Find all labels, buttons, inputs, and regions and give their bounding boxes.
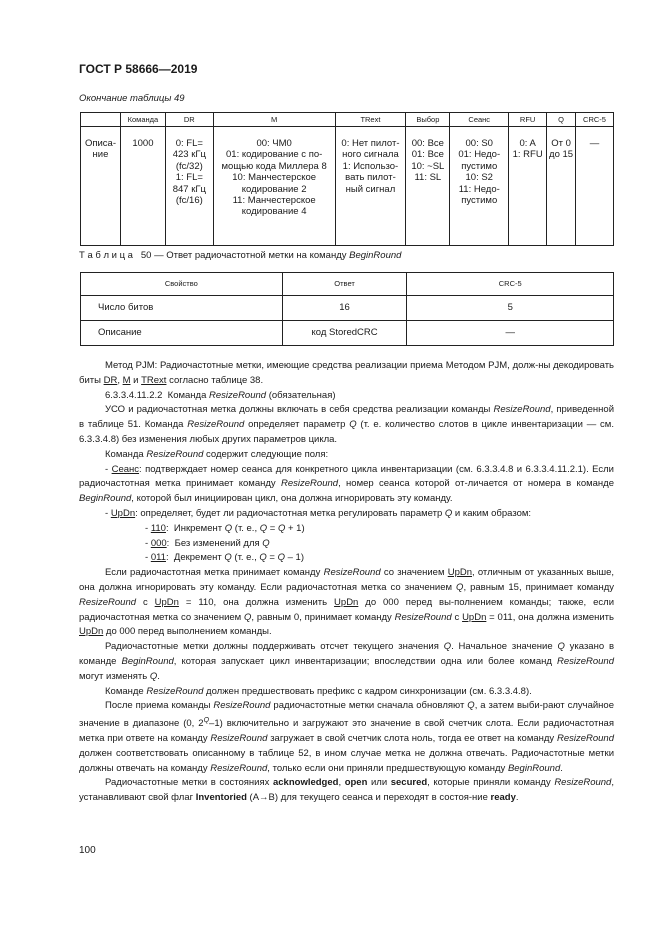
text-run: : определяет, будет ли радиочастотная метка регулировать параметр	[135, 507, 445, 519]
text-run: радиочастотные метки сначала обновляют	[270, 700, 468, 712]
text-run: ,	[338, 777, 345, 789]
text-run: Q	[203, 717, 210, 725]
list-item	[79, 551, 614, 566]
cell-line: 0: FL=	[175, 138, 203, 149]
table-50	[80, 272, 614, 346]
text-run: После приема команды	[105, 700, 214, 712]
caption-text: Т а б л и ц а 50 — Ответ радиочастотной метки на команду	[79, 250, 350, 261]
table49-header-cell: Сеанс	[450, 113, 509, 127]
cell-line: 0: A	[519, 138, 536, 149]
text-run: , которая запускает цикл инвентаризации; впоследствии одна или более команд	[173, 655, 557, 667]
text-run: ResizeRound	[209, 389, 267, 401]
page-number: 100	[79, 845, 96, 856]
text-run: 6.3.3.4.11.2.2 Команда	[105, 389, 210, 401]
table49-header-row	[81, 113, 614, 127]
table-cell: Число битов	[81, 296, 283, 321]
cell-line: кодирование 4	[241, 206, 307, 218]
text-run: (A→B) для текущего сеанса и переходят в состоя-ние	[246, 792, 491, 804]
cell-line: ный сигнал	[345, 183, 396, 195]
text-run: , устанавливают свой флаг	[79, 777, 614, 804]
text-run: Команда	[105, 448, 147, 460]
table-cell: код StoredCRC	[282, 321, 407, 346]
text-run: : Инкремент	[165, 522, 225, 534]
text-run: =	[267, 522, 278, 534]
text-run: Команде	[105, 685, 147, 697]
cell-line: 423 кГц	[172, 149, 206, 161]
text-run: DR	[103, 374, 118, 386]
text-run: Q	[149, 670, 158, 682]
cell-line: 1: RFU	[512, 149, 543, 161]
text-run: загружает в свой счетчик слота ноль, тогда ее ответ на команду	[267, 733, 557, 745]
text-run: ResizeRound	[213, 700, 271, 712]
text-run: –1) включительно и загружают это значение в свой счетчик слота. Если радиочастотная метка при ответе на команду	[79, 718, 614, 745]
table49-data-row	[81, 127, 614, 246]
cell-line: От 0	[551, 138, 571, 149]
text-run: : подтверждает номер сеанса для конкретного цикла инвентаризации (см. 6.3.3.4.8 и 6.3.3.4.11.2.1). Если радиочастотная метка принимает команду	[79, 463, 614, 490]
cell-line: 01: Все	[411, 149, 444, 161]
text-run: , а затем выби-рают случайное значение в диапазоне (0, 2	[79, 700, 614, 730]
list-item	[79, 537, 614, 552]
text-run: ResizeRound	[323, 567, 381, 579]
text-run: -	[145, 522, 151, 534]
cell-line: —	[589, 138, 600, 149]
text-run: определяет параметр	[244, 419, 350, 431]
text-run: UpDn	[334, 596, 359, 608]
text-run: , которой был инициирован цикл, она должна игнорировать эту команду.	[131, 493, 453, 505]
table49-header-cell: Q	[547, 113, 576, 127]
text-run: secured	[390, 777, 428, 789]
text-run: , приведенной в таблице 51. Команда	[79, 404, 615, 431]
text-run: могут изменять	[79, 670, 150, 682]
text-run: , которые приняли команду	[427, 777, 555, 789]
cell-line: 10: Манчестерское	[232, 172, 317, 184]
text-run: 110	[150, 522, 166, 534]
text-run: , только если они приняли предшествующую команду	[267, 762, 508, 774]
table50-header-cell: Свойство	[81, 273, 283, 296]
table50-header-row	[81, 273, 614, 296]
text-run: .	[560, 762, 563, 774]
table-49	[80, 112, 614, 246]
table-cell: 5	[407, 296, 614, 321]
table-cell: Описание	[81, 321, 283, 346]
text-run: Q	[443, 641, 452, 653]
cell-line: (fc/16)	[175, 195, 203, 207]
text-run: – 1)	[284, 552, 304, 564]
table49-cell-command	[120, 127, 165, 246]
text-run: Q	[456, 581, 464, 593]
text-run: ResizeRound	[556, 655, 615, 667]
cell-line: 1000	[132, 138, 154, 149]
text-run: ready	[490, 792, 516, 804]
text-run: согласно таблице 38.	[166, 374, 264, 386]
table49-header-cell	[81, 113, 121, 127]
text-run: UpDn	[462, 611, 487, 623]
table49-cell-session	[450, 127, 509, 246]
text-run: : Декремент	[165, 552, 225, 564]
text-run: BeginRound	[79, 493, 132, 505]
body-text	[79, 359, 614, 806]
cell-line: (fc/32)	[175, 160, 203, 172]
table-cell: —	[407, 321, 614, 346]
text-run: =	[266, 552, 278, 564]
table49-cell-select	[406, 127, 450, 246]
text-run: Q	[244, 611, 252, 623]
cell-line: пустимо	[461, 195, 498, 207]
text-run: + 1)	[285, 522, 305, 534]
cell-line: 1: FL=	[175, 172, 203, 184]
text-run: должен предшествовать префикс с кадром синхронизации (см. 6.3.3.4.8).	[203, 685, 532, 697]
table-cell: 16	[282, 296, 407, 321]
text-run: .	[157, 670, 160, 682]
text-run: UpDn	[79, 626, 104, 638]
text-run: ResizeRound	[210, 762, 268, 774]
text-run: Радиочастотные метки должны поддерживать отсчет текущего значения	[105, 641, 444, 653]
table49-cell-trext	[335, 127, 406, 246]
text-run: со значением	[380, 567, 448, 579]
table49-cell-crc5	[576, 127, 614, 246]
text-run: ResizeRound	[281, 478, 339, 490]
paragraph	[79, 448, 614, 463]
document-header: ГОСТ Р 58666—2019	[79, 62, 198, 76]
text-run: ResizeRound	[79, 596, 137, 608]
cell-line: ного сигнала	[342, 149, 399, 161]
section-heading	[79, 389, 614, 404]
cell-line: до 15	[549, 149, 574, 161]
text-run: Q	[277, 522, 286, 534]
text-run: ResizeRound	[554, 777, 612, 789]
text-run: ResizeRound	[146, 685, 204, 697]
text-run: UpDn	[110, 507, 136, 519]
paragraph	[79, 699, 614, 776]
table49-header-cell: CRC-5	[576, 113, 614, 127]
text-run: должен соответствовать описанному в таблице 52, в ином случае метка не должна отвечать. Радиочастотные метки должны отвечать на команду	[79, 747, 614, 774]
paragraph	[79, 776, 614, 806]
cell-line: ние	[92, 149, 109, 161]
table50-caption	[79, 250, 401, 261]
cell-line: 11: SL	[414, 172, 442, 184]
cell-line: 10: ~SL	[411, 160, 445, 172]
cell-line: пустимо	[461, 160, 498, 172]
text-run: UpDn	[447, 567, 472, 579]
text-run: : Без изменений для	[166, 537, 263, 549]
table49-cell-rfu	[509, 127, 547, 246]
paragraph	[79, 566, 614, 640]
paragraph	[79, 685, 614, 700]
table49-cell-dr	[165, 127, 213, 246]
text-run: Q	[444, 507, 453, 519]
text-run: acknowledged	[272, 777, 339, 789]
table49-header-cell: TRext	[335, 113, 406, 127]
text-run: указано в команде	[79, 641, 614, 667]
table49-header-cell: M	[213, 113, 335, 127]
cell-line: 0: Нет пилот-	[341, 138, 400, 149]
table50-header-cell: CRC-5	[407, 273, 614, 296]
text-run: (т. е.,	[232, 522, 260, 534]
text-run: , равным 15, принимает команду	[463, 581, 614, 593]
text-run: (т. е. количество слотов в цикле инвентаризации — см. 6.3.3.4.8) без изменения любых других параметров цикла.	[79, 419, 614, 445]
text-run: UpDn	[154, 596, 179, 608]
text-run: до 000 перед вы-полнением команды; также, если радиочастотная метка со значением	[79, 596, 614, 623]
text-run: Q	[277, 552, 285, 564]
table49-header-cell: Команда	[120, 113, 165, 127]
text-run: ResizeRound	[210, 733, 268, 745]
table-row	[81, 296, 614, 321]
text-run: TRext	[141, 374, 167, 386]
table49-cell-m	[213, 127, 335, 246]
text-run: , отличным от указанных выше, она должна игнорировать эту команду. Если радиочастотная метка со значением	[79, 567, 614, 593]
cell-line: 00: ЧМ0	[256, 138, 292, 149]
text-run: M	[122, 374, 131, 386]
text-run: или	[367, 777, 391, 789]
caption-command: BeginRound	[349, 250, 402, 261]
cell-line: 11: Недо-	[458, 183, 500, 195]
paragraph	[79, 640, 614, 684]
cell-line: 00: S0	[465, 138, 493, 149]
table49-header-cell: DR	[165, 113, 213, 127]
text-run: ResizeRound	[556, 733, 614, 745]
text-run: = 110, она должна изменить	[178, 596, 335, 608]
text-run: и	[130, 374, 142, 386]
cell-line: кодирование 2	[241, 183, 307, 195]
text-run: Радиочастотные метки в состояниях	[105, 777, 273, 789]
text-run: , равным 0, принимает команду	[251, 611, 395, 623]
text-run: BeginRound	[121, 655, 174, 667]
text-run: Q	[224, 552, 232, 564]
table49-header-cell: RFU	[509, 113, 547, 127]
text-run: Если радиочастотная метка принимает команду	[105, 567, 324, 579]
text-run: ResizeRound	[493, 404, 551, 416]
table49-cell-field	[81, 127, 121, 246]
text-run: Q	[557, 641, 565, 653]
text-run: и каким образом:	[452, 507, 532, 519]
cell-line: 11: Манчестерское	[232, 195, 316, 207]
text-run: Q	[467, 700, 475, 712]
cell-line: вать пилот-	[345, 172, 396, 184]
text-run: Q	[262, 537, 270, 549]
text-run: BeginRound	[507, 762, 561, 774]
text-run: Q	[349, 419, 357, 431]
table49-caption: Окончание таблицы 49	[79, 93, 185, 104]
text-run: ,	[117, 374, 123, 386]
text-run: .	[515, 792, 519, 804]
text-run: Сеанс	[111, 463, 140, 475]
text-run: с	[136, 596, 155, 608]
text-run: до 000 перед выполнением команды.	[103, 626, 272, 638]
text-run: Метод PJM: Радиочастотные метки, имеющие средства реализации приема Методом PJM, долж-ны декодировать биты	[79, 360, 614, 386]
text-run: Q	[259, 552, 267, 564]
text-run: -	[145, 552, 151, 564]
cell-line: 1: Использо-	[342, 160, 399, 172]
paragraph	[79, 359, 614, 389]
text-run: 000	[150, 537, 167, 549]
text-run: -	[105, 507, 111, 519]
cell-line: 00: Все	[411, 138, 444, 149]
text-run: УСО и радиочастотная метка должны включать в себя средства реализации команды	[105, 404, 494, 416]
text-run: 011	[150, 552, 166, 564]
text-run: . Начальное значение	[451, 641, 558, 653]
text-run: с	[451, 611, 463, 623]
text-run: (обязательная)	[266, 389, 336, 401]
cell-line: 01: кодирование с по-	[226, 149, 323, 161]
cell-line: Описа-	[84, 138, 116, 149]
text-run: -	[105, 463, 112, 475]
table49-header-cell: Выбор	[406, 113, 450, 127]
list-item	[79, 463, 614, 507]
list-item	[79, 522, 614, 537]
text-run: -	[145, 537, 151, 549]
table50-header-cell: Ответ	[282, 273, 407, 296]
text-run: содержит следующие поля:	[203, 448, 329, 460]
cell-line: мощью кода Миллера 8	[221, 160, 327, 172]
cell-line: 01: Недо-	[458, 149, 501, 161]
text-run: open	[344, 777, 368, 789]
table-row	[81, 321, 614, 346]
text-run: , номер сеанса которой от-личается от номера в команде	[338, 478, 614, 490]
text-run: ResizeRound	[187, 419, 245, 431]
text-run: Q	[259, 522, 268, 534]
text-run: ResizeRound	[146, 448, 204, 460]
text-run: Q	[224, 522, 233, 534]
paragraph	[79, 403, 614, 447]
cell-line: 847 кГц	[172, 183, 206, 195]
text-run: ResizeRound	[394, 611, 452, 623]
list-item	[79, 507, 614, 522]
text-run: (т. е.,	[231, 552, 260, 564]
table49-cell-q	[547, 127, 576, 246]
text-run: = 011, она должна изменить	[486, 611, 614, 623]
cell-line: 10: S2	[465, 172, 493, 184]
text-run: Inventoried	[195, 792, 247, 804]
